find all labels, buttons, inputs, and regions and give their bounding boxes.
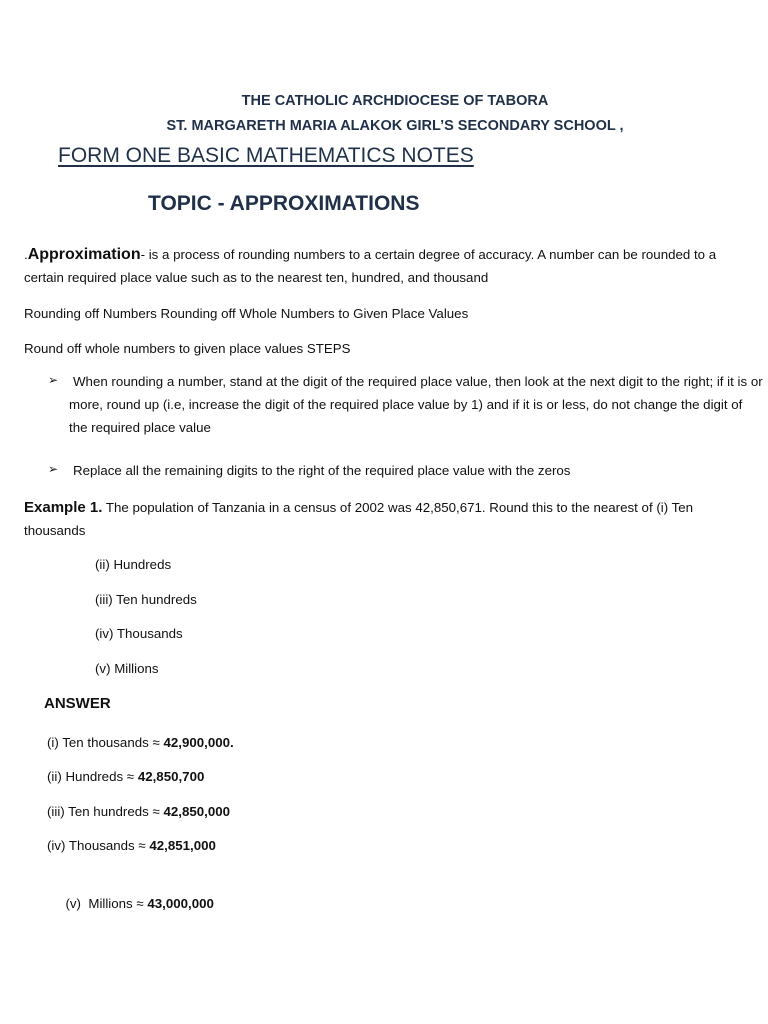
example-option: (v) Millions bbox=[95, 661, 159, 676]
answer-item: (i) Ten thousands ≈ 42,900,000. bbox=[47, 735, 234, 750]
rounding-paragraph: Rounding off Numbers Rounding off Whole Numbers to Given Place Values bbox=[24, 306, 469, 321]
definition-term: Approximation bbox=[27, 246, 141, 263]
topic-title: TOPIC - APPROXIMATIONS bbox=[148, 192, 420, 215]
school-header: ST. MARGARETH MARIA ALAKOK GIRL’S SECONDARY SCHOOL , bbox=[166, 118, 624, 134]
notes-title: FORM ONE BASIC MATHEMATICS NOTES bbox=[58, 144, 474, 167]
steps-paragraph: Round off whole numbers to given place values STEPS bbox=[24, 341, 351, 356]
example-option: (ii) Hundreds bbox=[95, 557, 172, 572]
example-option: (iv) Thousands bbox=[95, 626, 183, 641]
bullet-item: Replace all the remaining digits to the right of the required place value with the zeros bbox=[73, 463, 571, 478]
definition-text: - is a process of rounding numbers to a certain degree of accuracy. A number can be rounded to a certain required place value such as to the nearest ten, hundred, and thousand bbox=[24, 247, 717, 285]
bullet-arrow-icon: ➢ bbox=[48, 462, 59, 476]
answer-heading: ANSWER bbox=[44, 695, 111, 712]
bullet-item: When rounding a number, stand at the digit of the required place value, then look at the next digit to the right; if it is or more, round up (i.e, increase the digit of the required place value by 1) and if it is or less, do not change the digit of the required place value bbox=[69, 374, 763, 435]
definition-lead: . bbox=[24, 247, 28, 262]
definition-paragraph bbox=[24, 243, 759, 289]
example-paragraph bbox=[24, 496, 749, 542]
example-text: The population of Tanzania in a census of 2002 was 42,850,671. Round this to the nearest of (i) Ten thousands bbox=[24, 500, 694, 538]
answer-item: (ii) Hundreds ≈ 42,850,700 bbox=[47, 769, 205, 784]
bullet-arrow-icon: ➢ bbox=[48, 373, 59, 387]
example-label: Example 1. bbox=[24, 499, 103, 516]
diocese-header: THE CATHOLIC ARCHDIOCESE OF TABORA bbox=[241, 93, 549, 109]
answer-item: (v) Millions ≈ 43,000,000 bbox=[61, 896, 214, 911]
example-option: (iii) Ten hundreds bbox=[95, 592, 197, 607]
answer-item: (iv) Thousands ≈ 42,851,000 bbox=[47, 838, 216, 853]
answer-item: (iii) Ten hundreds ≈ 42,850,000 bbox=[47, 804, 231, 819]
